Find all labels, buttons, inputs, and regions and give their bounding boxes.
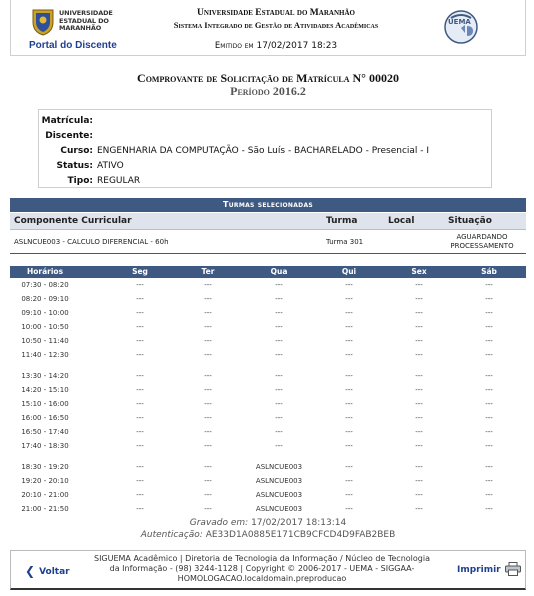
schedule-cell: ---: [415, 351, 423, 359]
table-row: [10, 348, 526, 362]
schedule-cell: ---: [136, 337, 144, 345]
schedule-cell: ---: [415, 386, 423, 394]
schedule-cell: ---: [204, 351, 212, 359]
schedule-cell: ---: [485, 372, 493, 380]
schedule-time: 10:00 - 10:50: [21, 323, 69, 331]
schedule-cell: ---: [275, 309, 283, 317]
table-row: [10, 439, 526, 453]
schedule-cell: ---: [415, 400, 423, 408]
schedule-cell: ASLNCUE003: [255, 491, 303, 499]
schedule-cell: ---: [345, 428, 353, 436]
schedule-cell: ---: [415, 491, 423, 499]
autenticacao-value: AE33D1A0885E171CB9CFCD4D9FAB2BEB: [205, 530, 396, 540]
schedule-cell: ---: [345, 400, 353, 408]
schedule-time: 20:10 - 21:00: [21, 491, 69, 499]
schedule-cell: ---: [345, 351, 353, 359]
university-logo: [31, 8, 123, 38]
schedule-cell: ---: [345, 323, 353, 331]
sched-header-sab: Sáb: [481, 267, 497, 276]
schedule-cell: ---: [136, 491, 144, 499]
schedule-cell: ---: [204, 337, 212, 345]
schedule-cell: ---: [485, 337, 493, 345]
report-header: [10, 0, 526, 56]
col-header-turma: Turma: [326, 216, 358, 226]
uema-35-years-logo-icon: [439, 8, 489, 46]
schedule-cell: ---: [136, 400, 144, 408]
schedule-cell: ---: [415, 281, 423, 289]
schedule-cell: ---: [345, 414, 353, 422]
schedule-cell: ---: [204, 428, 212, 436]
schedule-table: [10, 266, 526, 516]
document-title: Comprovante de Solicitação de Matrícula N° 00020: [137, 71, 399, 85]
schedule-cell: ---: [415, 463, 423, 471]
turmas-section-title: Turmas selecionadas: [10, 198, 526, 212]
info-row-status: [39, 158, 491, 173]
schedule-cell: ---: [275, 400, 283, 408]
schedule-cell: ASLNCUE003: [255, 477, 303, 485]
info-row-discente: [39, 128, 491, 143]
table-row: [10, 278, 526, 292]
logo-line-3: MARANHÃO: [59, 24, 102, 32]
schedule-cell: ---: [345, 386, 353, 394]
footer-credits: [89, 554, 435, 584]
schedule-cell: ---: [204, 281, 212, 289]
table-row: [10, 460, 526, 474]
schedule-cell: ---: [275, 414, 283, 422]
schedule-time: 19:20 - 20:10: [21, 477, 69, 485]
schedule-header: [10, 266, 526, 278]
table-row: [10, 474, 526, 488]
logo-line-2: ESTADUAL DO: [59, 16, 109, 25]
curso-value: ENGENHARIA DA COMPUTAÇÃO - São Luís - BACHARELADO - Presencial - I: [97, 145, 430, 156]
crest-icon: [31, 8, 55, 36]
emission-value: 17/02/2017 18:23: [256, 41, 338, 51]
schedule-cell: ---: [345, 295, 353, 303]
printer-icon[interactable]: [505, 562, 521, 576]
schedule-cell: ---: [345, 337, 353, 345]
table-row: [10, 292, 526, 306]
schedule-cell: ---: [275, 295, 283, 303]
schedule-cell: ---: [275, 351, 283, 359]
schedule-cell: ---: [204, 372, 212, 380]
gravado-info: [10, 518, 526, 528]
schedule-cell: ---: [485, 491, 493, 499]
schedule-cell: ---: [136, 505, 144, 513]
schedule-cell: ---: [204, 295, 212, 303]
info-row-tipo: [39, 173, 491, 188]
schedule-time: 18:30 - 19:20: [21, 463, 69, 471]
schedule-cell: ---: [485, 281, 493, 289]
schedule-cell: ---: [485, 386, 493, 394]
table-row: [10, 369, 526, 383]
chevron-left-icon: ❮: [25, 564, 36, 578]
print-button[interactable]: Imprimir: [457, 565, 501, 575]
emission-date: [131, 41, 421, 51]
schedule-cell: ---: [204, 505, 212, 513]
schedule-cell: ---: [345, 372, 353, 380]
info-row-curso: [39, 143, 491, 158]
schedule-cell: ---: [485, 505, 493, 513]
schedule-cell: ---: [485, 442, 493, 450]
footer-line-3: HOMOLOGACAO.localdomain.preproducao: [177, 574, 347, 583]
schedule-cell: ---: [204, 463, 212, 471]
footer-line-2: da Informação - (98) 3244-1128 | Copyright © 2006-2017 - UEMA - SIGGAA-: [109, 564, 415, 573]
schedule-time: 16:50 - 17:40: [21, 428, 69, 436]
logo-35-text: UEMA: [448, 18, 471, 26]
logo-line-1: UNIVERSIDADE: [59, 9, 113, 17]
schedule-cell: ---: [415, 414, 423, 422]
turma-number: Turma 301: [326, 238, 364, 246]
schedule-cell: ---: [136, 386, 144, 394]
schedule-cell: ---: [485, 351, 493, 359]
schedule-cell: ---: [136, 428, 144, 436]
sched-header-qua: Qua: [270, 267, 288, 276]
status-value: ATIVO: [97, 160, 124, 171]
schedule-cell: ---: [345, 442, 353, 450]
schedule-cell: ---: [136, 309, 144, 317]
autenticacao-info: [10, 530, 526, 540]
table-row: [10, 502, 526, 516]
schedule-cell: ---: [415, 337, 423, 345]
table-row: [10, 230, 526, 254]
schedule-cell: ---: [415, 323, 423, 331]
table-row: [10, 425, 526, 439]
schedule-cell: ---: [485, 428, 493, 436]
tipo-label: Tipo:: [67, 175, 93, 186]
schedule-cell: ---: [345, 477, 353, 485]
table-row: [10, 488, 526, 502]
schedule-time: 21:00 - 21:50: [21, 505, 69, 513]
schedule-time: 14:20 - 15:10: [21, 386, 69, 394]
col-header-local: Local: [388, 216, 415, 226]
schedule-cell: ---: [275, 386, 283, 394]
sched-header-qui: Qui: [341, 267, 357, 276]
document-period: Período 2016.2: [230, 84, 306, 98]
schedule-gap: [10, 362, 526, 369]
schedule-cell: ---: [275, 428, 283, 436]
schedule-cell: ---: [136, 414, 144, 422]
schedule-cell: ---: [136, 323, 144, 331]
schedule-cell: ---: [415, 372, 423, 380]
schedule-time: 17:40 - 18:30: [21, 442, 69, 450]
back-label: Voltar: [39, 567, 70, 577]
student-info-box: [38, 109, 492, 188]
schedule-cell: ---: [204, 309, 212, 317]
matricula-label: Matrícula:: [41, 115, 93, 126]
schedule-time: 09:10 - 10:00: [21, 309, 69, 317]
curso-label: Curso:: [60, 145, 93, 156]
footer-line-1: SIGUEMA Acadêmico | Diretoria de Tecnologia da Informação / Núcleo de Tecnologia: [93, 554, 430, 563]
schedule-cell: ---: [345, 281, 353, 289]
schedule-cell: ---: [485, 323, 493, 331]
schedule-cell: ---: [136, 281, 144, 289]
university-name: Universidade Estadual do Maranhão: [197, 8, 355, 18]
col-header-componente: Componente Curricular: [14, 216, 132, 226]
schedule-time: 10:50 - 11:40: [21, 337, 69, 345]
schedule-cell: ---: [136, 295, 144, 303]
schedule-cell: ASLNCUE003: [255, 505, 303, 513]
schedule-cell: ---: [275, 281, 283, 289]
schedule-cell: ---: [485, 295, 493, 303]
schedule-cell: ---: [204, 491, 212, 499]
schedule-time: 07:30 - 08:20: [21, 281, 69, 289]
table-row: [10, 334, 526, 348]
turmas-table-header: [10, 213, 526, 230]
schedule-cell: ---: [275, 442, 283, 450]
schedule-cell: ---: [485, 309, 493, 317]
table-row: [10, 306, 526, 320]
schedule-cell: ---: [275, 323, 283, 331]
back-button[interactable]: [25, 564, 70, 578]
schedule-cell: ---: [345, 309, 353, 317]
schedule-cell: ---: [345, 491, 353, 499]
logo-text: [59, 10, 113, 33]
schedule-cell: ---: [415, 295, 423, 303]
autenticacao-label: Autenticação:: [140, 530, 203, 540]
schedule-cell: ---: [204, 477, 212, 485]
status-label: Status:: [56, 160, 93, 171]
schedule-cell: ---: [136, 477, 144, 485]
gravado-value: 17/02/2017 18:13:14: [251, 518, 347, 528]
turma-situacao-line-2: PROCESSAMENTO: [450, 242, 514, 250]
schedule-cell: ---: [485, 414, 493, 422]
sched-header-sex: Sex: [411, 267, 427, 276]
sched-header-seg: Seg: [132, 267, 148, 276]
schedule-cell: ---: [485, 477, 493, 485]
schedule-time: 08:20 - 09:10: [21, 295, 69, 303]
schedule-cell: ---: [204, 386, 212, 394]
gravado-label: Gravado em:: [189, 518, 249, 528]
turma-situacao-line-1: AGUARDANDO: [456, 233, 508, 241]
schedule-cell: ---: [204, 414, 212, 422]
schedule-cell: ---: [415, 442, 423, 450]
schedule-cell: ---: [415, 309, 423, 317]
schedule-cell: ---: [345, 463, 353, 471]
schedule-cell: ---: [485, 463, 493, 471]
schedule-cell: ---: [485, 400, 493, 408]
portal-title: Portal do Discente: [29, 40, 117, 51]
page-frame: [10, 0, 526, 583]
col-header-situacao: Situação: [448, 216, 492, 226]
emission-label: Emitido em: [214, 41, 254, 51]
schedule-cell: ---: [136, 372, 144, 380]
table-row: [10, 320, 526, 334]
schedule-cell: ---: [204, 323, 212, 331]
schedule-body: [10, 278, 526, 516]
schedule-cell: ---: [204, 442, 212, 450]
schedule-cell: ---: [136, 463, 144, 471]
schedule-cell: ---: [204, 400, 212, 408]
report-footer: [10, 550, 526, 590]
sched-header-horarios: Horários: [26, 267, 64, 276]
schedule-cell: ---: [275, 337, 283, 345]
table-row: [10, 411, 526, 425]
turma-componente: ASLNCUE003 - CALCULO DIFERENCIAL - 60h: [14, 238, 169, 246]
schedule-cell: ASLNCUE003: [255, 463, 303, 471]
system-name: Sistema Integrado de Gestão de Atividades Acadêmicas: [173, 20, 379, 30]
tipo-value: REGULAR: [97, 175, 141, 186]
schedule-time: 16:00 - 16:50: [21, 414, 69, 422]
sched-header-ter: Ter: [201, 267, 215, 276]
schedule-cell: ---: [275, 372, 283, 380]
schedule-time: 13:30 - 14:20: [21, 372, 69, 380]
schedule-cell: ---: [136, 351, 144, 359]
schedule-gap: [10, 453, 526, 460]
info-row-matricula: [39, 113, 491, 128]
table-row: [10, 383, 526, 397]
schedule-cell: ---: [415, 428, 423, 436]
table-row: [10, 397, 526, 411]
schedule-cell: ---: [415, 477, 423, 485]
schedule-time: 15:10 - 16:00: [21, 400, 69, 408]
schedule-cell: ---: [136, 442, 144, 450]
schedule-cell: ---: [415, 505, 423, 513]
schedule-time: 11:40 - 12:30: [21, 351, 69, 359]
discente-label: Discente:: [45, 130, 93, 141]
schedule-cell: ---: [345, 505, 353, 513]
